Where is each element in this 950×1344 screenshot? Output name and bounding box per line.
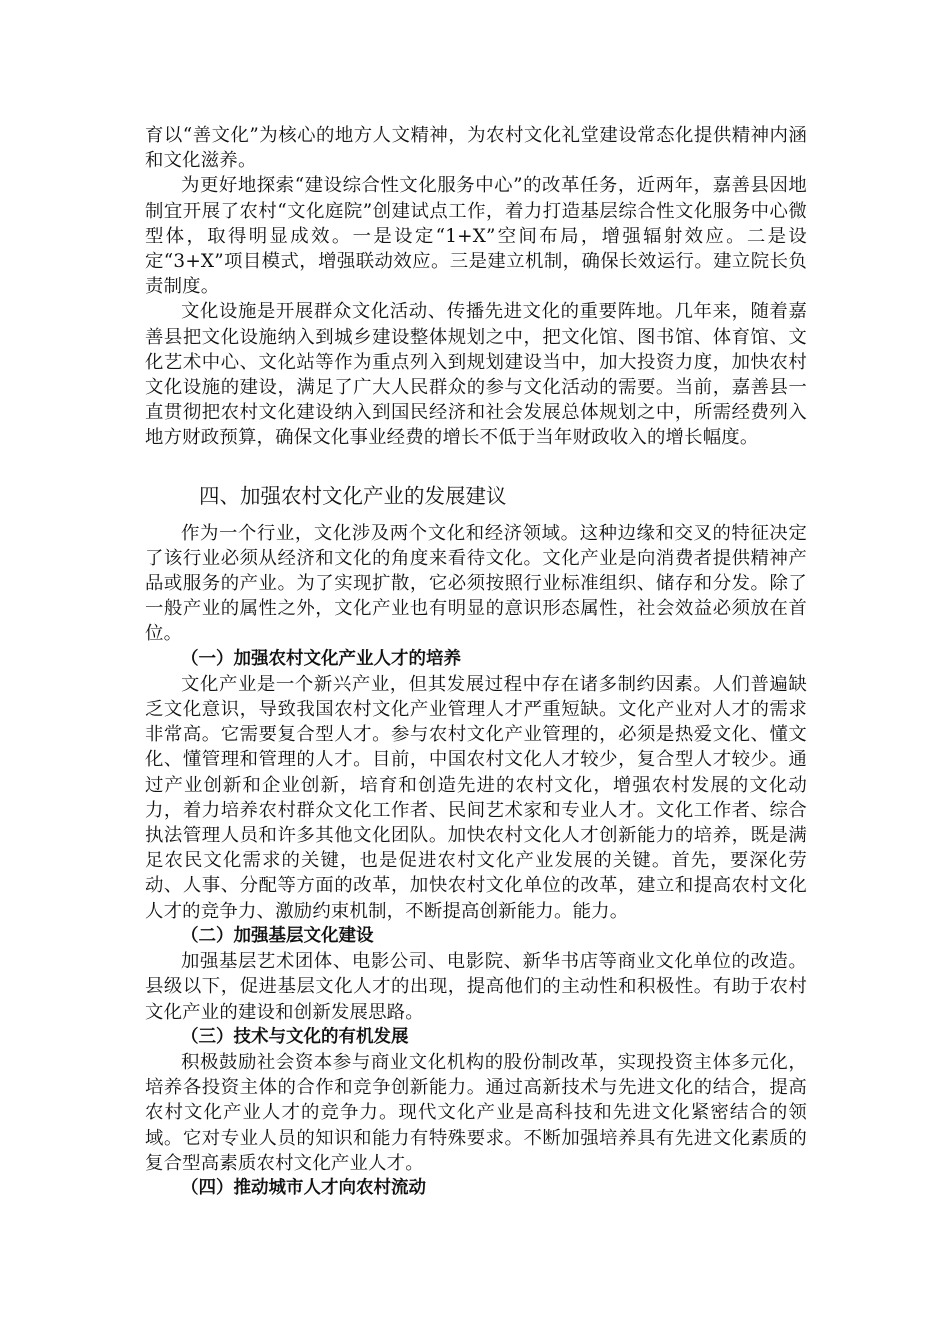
document-page [145, 123, 807, 1201]
section-title: 四、加强农村文化产业的发展建议 [199, 483, 507, 508]
subsection-body-3: 积极鼓励社会资本参与商业文化机构的股份制改革，实现投资主体多元化，培养各投资主体的合作和竞争创新能力。通过高新技术与先进文化的结合，提高农村文化产业人才的竞争力。现代文化产业是高科技和先进文化紧密结合的领域。它对专业人员的知识和能力有特殊要求。不断加强培养具有先进文化素质的复合型高素质农村文化产业人才。 [145, 1051, 807, 1174]
subsection-body-1: 文化产业是一个新兴产业，但其发展过程中存在诸多制约因素。人们普遍缺乏文化意识，导致我国农村文化产业管理人才严重短缺。文化产业对人才的需求非常高。它需要复合型人才。参与农村文化产业管理的，必须是热爱文化、懂文化、懂管理和管理的人才。目前，中国农村文化人才较少，复合型人才较少。通过产业创新和企业创新，培育和创造先进的农村文化，增强农村发展的文化动力，着力培养农村群众文化工作者、民间艺术家和专业人才。文化工作者、综合执法管理人员和许多其他文化团队。加快农村文化人才创新能力的培养，既是满足农民文化需求的关键，也是促进农村文化产业发展的关键。首先，要深化劳动、人事、分配等方面的改革，加快农村文化单位的改革，建立和提高农村文化人才的竞争力、激励约束机制，不断提高创新能力。能力。 [145, 673, 807, 922]
subsection-title-2: （二）加强基层文化建设 [181, 925, 374, 946]
subsection-title-1: （一）加强农村文化产业人才的培养 [181, 648, 461, 669]
paragraph-continued: 育以“善文化”为核心的地方人文精神，为农村文化礼堂建设常态化提供精神内涵和文化滋养。 [145, 125, 807, 172]
subsection-body-2: 加强基层艺术团体、电影公司、电影院、新华书店等商业文化单位的改造。县级以下，促进基层文化人才的出现，提高他们的主动性和积极性。有助于农村文化产业的建设和创新发展思路。 [145, 951, 807, 1023]
paragraph-culture-facilities: 文化设施是开展群众文化活动、传播先进文化的重要阵地。几年来，随着嘉善县把文化设施纳入到城乡建设整体规划之中，把文化馆、图书馆、体育馆、文化艺术中心、文化站等作为重点列入到规划建设当中，加大投资力度，加快农村文化设施的建设，满足了广大人民群众的参与文化活动的需要。当前，嘉善县一直贯彻把农村文化建设纳入到国民经济和社会发展总体规划之中，所需经费列入地方财政预算，确保文化事业经费的增长不低于当年财政收入的增长幅度。 [145, 301, 807, 449]
subsection-title-3: （三）技术与文化的有机发展 [181, 1026, 409, 1047]
subsection-title-4: （四）推动城市人才向农村流动 [181, 1177, 426, 1198]
paragraph-culture-courtyard: 为更好地探索“建设综合性文化服务中心”的改革任务，近两年，嘉善县因地制宜开展了农村“文化庭院”创建试点工作，着力打造基层综合性文化服务中心微型体，取得明显成效。一是设定“1+X”空间布局，增强辐射效应。二是设定“3+X”项目模式，增强联动效应。三是建立机制，确保长效运行。建立院长负责制度。 [145, 175, 807, 298]
section-intro: 作为一个行业，文化涉及两个文化和经济领域。这种边缘和交叉的特征决定了该行业必须从经济和文化的角度来看待文化。文化产业是向消费者提供精神产品或服务的产业。为了实现扩散，它必须按照行业标准组织、储存和分发。除了一般产业的属性之外，文化产业也有明显的意识形态属性，社会效益必须放在首位。 [145, 522, 807, 645]
